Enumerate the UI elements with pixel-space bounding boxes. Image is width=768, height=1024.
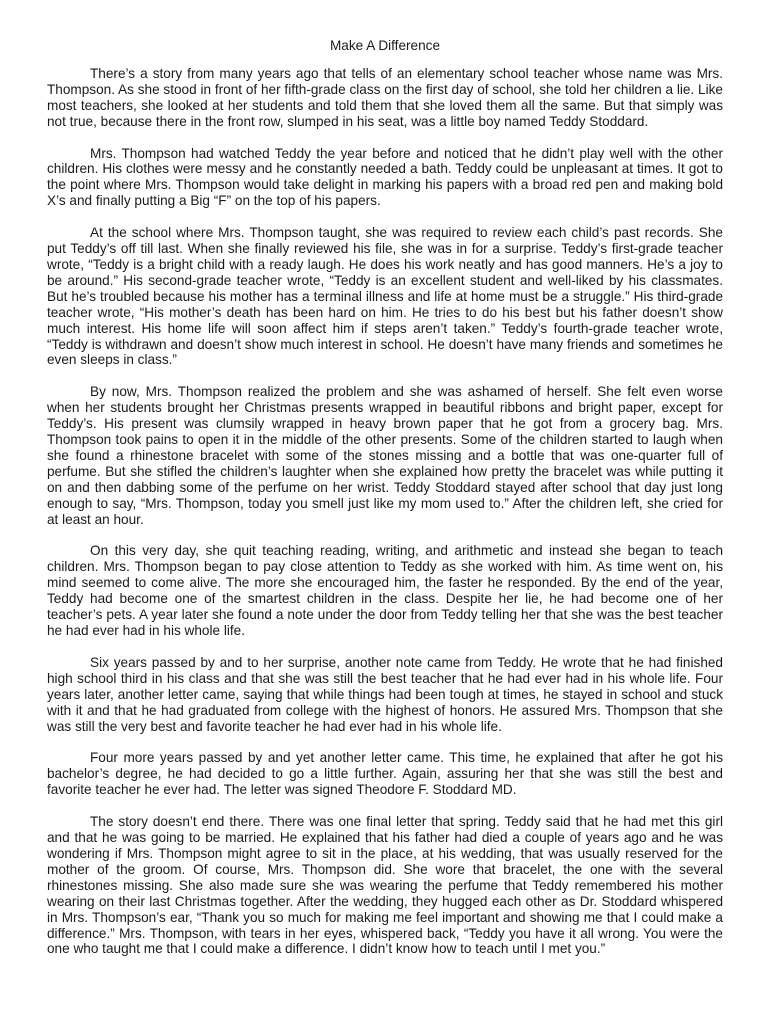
paragraph-3: At the school where Mrs. Thompson taught, she was required to review each child’s past records. She put Teddy’s off till last. When she finally reviewed his file, she was in for a surprise. Teddy’s first-grade teacher wrote, “Teddy is a bright child with a ready laugh. He does his work neatly and has good manners. He’s a joy to be around.” His second-grade teacher wrote, “Teddy is an excellent student and well-liked by his classmates. But he’s troubled because his mother has a terminal illness and life at home must be a struggle.” His third-grade teacher wrote, “His mother’s death has been hard on him. He tries to do his best but his father doesn’t show much interest. His home life will soon affect him if steps aren’t taken.” Teddy’s fourth-grade teacher wrote, “Teddy is withdrawn and doesn’t show much interest in school. He doesn’t have many friends and sometimes he even sleeps in class.” <box>47 225 723 368</box>
document-title: Make A Difference <box>329 38 441 53</box>
paragraph-5: On this very day, she quit teaching reading, writing, and arithmetic and instead she began to teach children. Mrs. Thompson began to pay close attention to Teddy as she worked with him. As time went on, his mind seemed to come alive. The more she encouraged him, the faster he responded. By the end of the year, Teddy had become one of the smartest children in the class. Despite her lie, he had become one of her teacher’s pets. A year later she found a note under the door from Teddy telling her that she was the best teacher he had ever had in his whole life. <box>47 543 723 638</box>
document-page <box>47 38 723 973</box>
paragraph-7: Four more years passed by and yet another letter came. This time, he explained that after he got his bachelor’s degree, he had decided to go a little further. Again, assuring her that she was still the best and favorite teacher he ever had. The letter was signed Theodore F. Stoddard MD. <box>47 750 723 798</box>
paragraph-6: Six years passed by and to her surprise, another note came from Teddy. He wrote that he had finished high school third in his class and that she was still the best teacher that he had ever had in his whole life. Four years later, another letter came, saying that while things had been tough at times, he stayed in school and stuck with it and that he had graduated from college with the highest of honors. He assured Mrs. Thompson that she was still the very best and favorite teacher he had ever had in his whole life. <box>47 654 723 734</box>
paragraph-8: The story doesn’t end there. There was one final letter that spring. Teddy said that he had met this girl and that he was going to be married. He explained that his father had died a couple of years ago and he was wondering if Mrs. Thompson might agree to sit in the place, at his wedding, that was usually reserved for the mother of the groom. Of course, Mrs. Thompson did. She wore that bracelet, the one with the several rhinestones missing. She also made sure she was wearing the perfume that Teddy remembered his mother wearing on their last Christmas together. After the wedding, they hugged each other as Dr. Stoddard whispered in Mrs. Thompson’s ear, “Thank you so much for making me feel important and showing me that I could make a difference.” Mrs. Thompson, with tears in her eyes, whispered back, “Teddy you have it all wrong. You were the one who taught me that I could make a difference. I didn’t know how to teach until I met you.” <box>47 814 723 957</box>
paragraph-1: There’s a story from many years ago that tells of an elementary school teacher whose name was Mrs. Thompson. As she stood in front of her fifth-grade class on the first day of school, she told her children a lie. Like most teachers, she looked at her students and told them that she loved them all the same. But that simply was not true, because there in the front row, slumped in his seat, was a little boy named Teddy Stoddard. <box>47 65 723 129</box>
paragraph-4: By now, Mrs. Thompson realized the problem and she was ashamed of herself. She felt even worse when her students brought her Christmas presents wrapped in beautiful ribbons and bright paper, except for Teddy’s. His present was clumsily wrapped in heavy brown paper that he got from a grocery bag. Mrs. Thompson took pains to open it in the middle of the other presents. Some of the children started to laugh when she found a rhinestone bracelet with some of the stones missing and a bottle that was one-quarter full of perfume. But she stifled the children’s laughter when she explained how pretty the bracelet was while putting it on and then dabbing some of the perfume on her wrist. Teddy Stoddard stayed after school that day just long enough to say, “Mrs. Thompson, today you smell just like my mom used to.” After the children left, she cried for at least an hour. <box>47 384 723 527</box>
paragraph-2: Mrs. Thompson had watched Teddy the year before and noticed that he didn’t play well with the other children. His clothes were messy and he constantly needed a bath. Teddy could be unpleasant at times. It got to the point where Mrs. Thompson would take delight in marking his papers with a broad red pen and making bold X’s and finally putting a Big “F” on the top of his papers. <box>47 145 723 209</box>
